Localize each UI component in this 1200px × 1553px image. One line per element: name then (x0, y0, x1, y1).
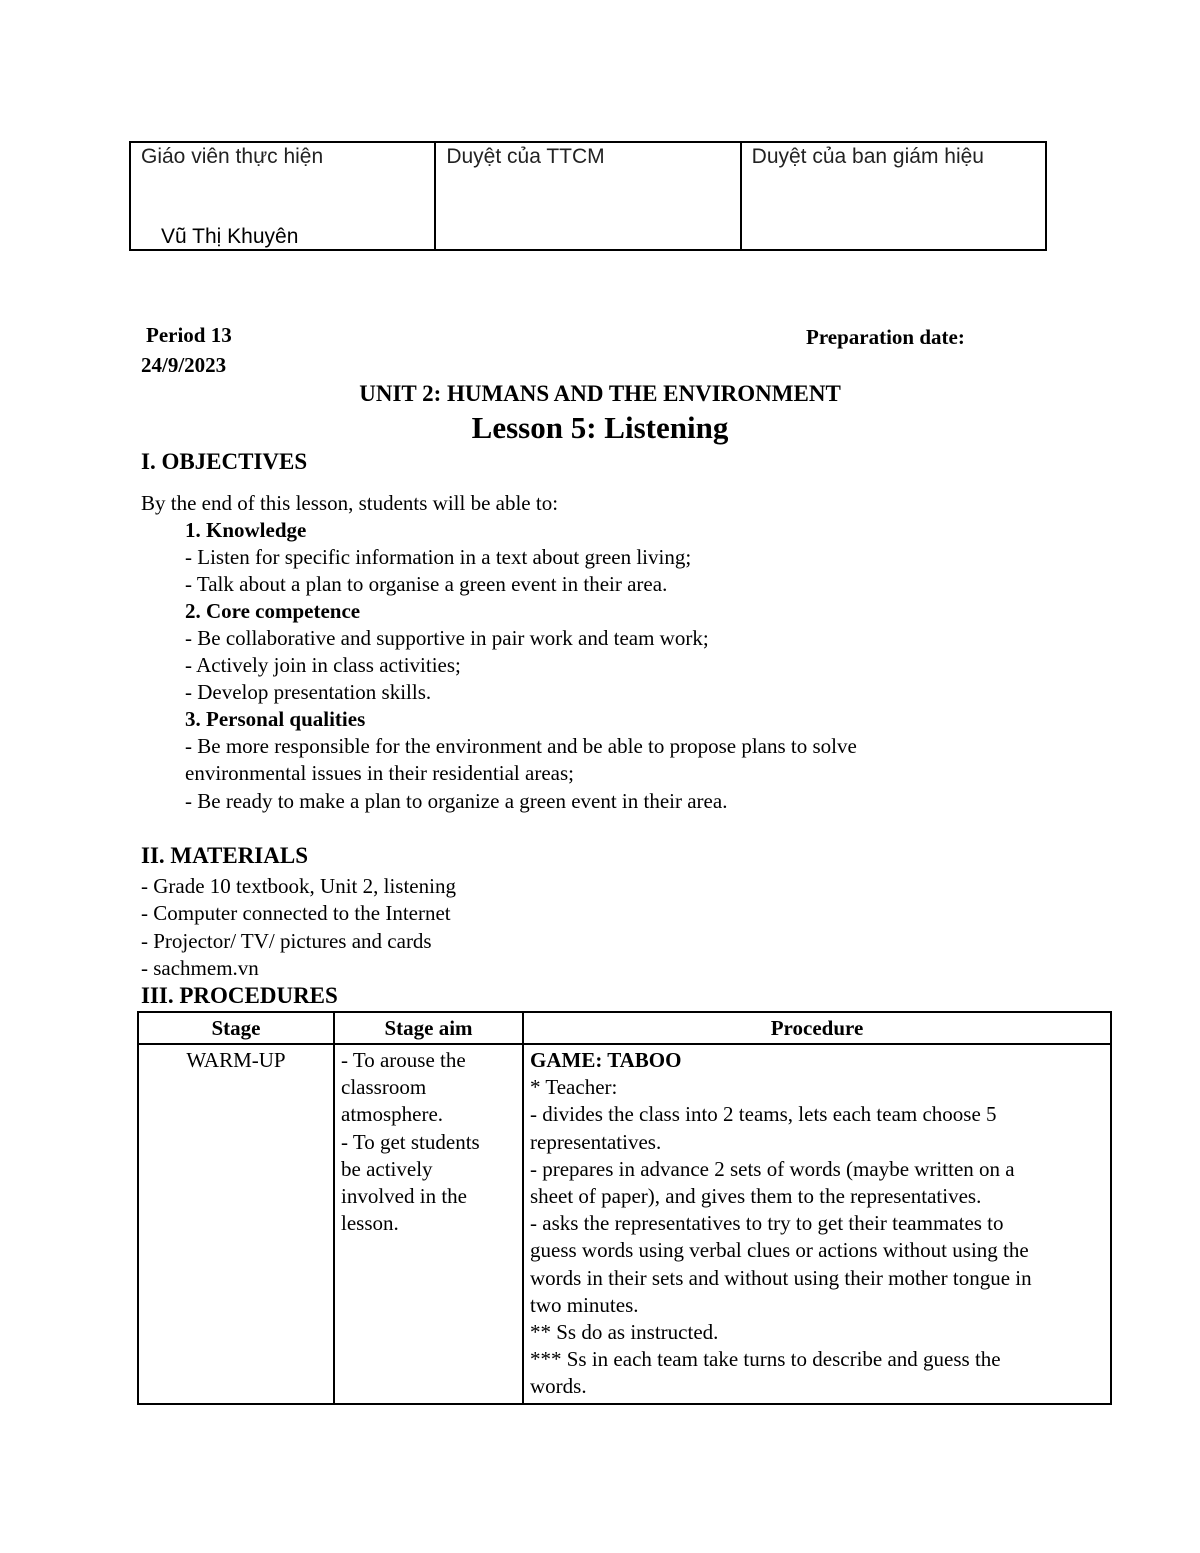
aim-line: be actively (341, 1156, 433, 1181)
procedure-line: guess words using verbal clues or actions without using the (530, 1238, 1029, 1263)
aim-line: atmosphere. (341, 1102, 444, 1127)
personal-item: environmental issues in their residential areas; (185, 761, 574, 785)
column-header-procedure: Procedure (523, 1012, 1111, 1044)
procedure-line: ** Ss do as instructed. (530, 1320, 719, 1345)
aim-line: - To get students (341, 1129, 480, 1154)
procedure-line: words. (530, 1374, 587, 1399)
procedures-header-row (138, 1012, 1111, 1044)
procedure-line: * Teacher: (530, 1075, 618, 1100)
procedure-line: two minutes. (530, 1292, 639, 1317)
knowledge-item: - Talk about a plan to organise a green event in their area. (185, 572, 668, 596)
procedures-heading: III. PROCEDURES (141, 983, 338, 1008)
procedure-line: - prepares in advance 2 sets of words (maybe written on a (530, 1156, 1015, 1181)
materials-item: - sachmem.vn (141, 956, 259, 980)
core-heading: 2. Core competence (185, 599, 361, 623)
materials-item: - Grade 10 textbook, Unit 2, listening (141, 874, 456, 898)
procedure-line: sheet of paper), and gives them to the representatives. (530, 1184, 982, 1209)
aim-line: classroom (341, 1075, 427, 1100)
board-label: Duyệt của ban giám hiệu (751, 145, 984, 168)
knowledge-heading: 1. Knowledge (185, 518, 307, 542)
prep-date-label: Preparation date: (806, 325, 965, 349)
stage-cell (138, 1044, 334, 1404)
personal-heading: 3. Personal qualities (185, 707, 366, 731)
procedures-table (137, 1011, 1112, 1405)
personal-item: - Be more responsible for the environment and be able to propose plans to solve (185, 734, 857, 758)
core-item: - Be collaborative and supportive in pair work and team work; (185, 626, 709, 650)
procedure-line: representatives. (530, 1129, 662, 1154)
personal-item: - Be ready to make a plan to organize a green event in their area. (185, 789, 728, 813)
stage-aim-cell (334, 1044, 523, 1404)
ttcm-cell (435, 142, 740, 250)
prep-date-value: 24/9/2023 (141, 353, 227, 377)
core-item: - Develop presentation skills. (185, 680, 432, 704)
materials-item: - Projector/ TV/ pictures and cards (141, 929, 432, 953)
unit-title: UNIT 2: HUMANS AND THE ENVIRONMENT (359, 381, 841, 406)
procedure-line: - divides the class into 2 teams, lets each team choose 5 (530, 1102, 997, 1127)
ttcm-label: Duyệt của TTCM (446, 145, 605, 168)
board-cell (741, 142, 1046, 250)
procedure-cell (523, 1044, 1111, 1404)
lesson-title: Lesson 5: Listening (471, 410, 729, 445)
teacher-label: Giáo viên thực hiện (141, 145, 324, 168)
materials-item: - Computer connected to the Internet (141, 901, 451, 925)
procedure-line: words in their sets and without using their mother tongue in (530, 1265, 1032, 1290)
aim-line: - To arouse the (341, 1048, 466, 1072)
column-header-stage-aim: Stage aim (334, 1012, 523, 1044)
table-row (138, 1044, 1111, 1404)
core-item: - Actively join in class activities; (185, 653, 461, 677)
knowledge-item: - Listen for specific information in a text about green living; (185, 545, 692, 569)
column-header-stage: Stage (138, 1012, 334, 1044)
period-label: Period 13 (146, 323, 232, 347)
game-title: GAME: TABOO (530, 1048, 682, 1072)
procedure-line: - asks the representatives to try to get their teammates to (530, 1211, 1004, 1236)
teacher-name: Vũ Thị Khuyên (161, 225, 299, 248)
objectives-intro: By the end of this lesson, students will be able to: (141, 491, 559, 515)
aim-line: lesson. (341, 1211, 399, 1236)
procedure-line: *** Ss in each team take turns to describe and guess the (530, 1347, 1001, 1372)
stage-value: WARM-UP (186, 1048, 286, 1072)
aim-line: involved in the (341, 1184, 467, 1209)
objectives-heading: I. OBJECTIVES (141, 449, 308, 474)
materials-heading: II. MATERIALS (141, 843, 308, 868)
